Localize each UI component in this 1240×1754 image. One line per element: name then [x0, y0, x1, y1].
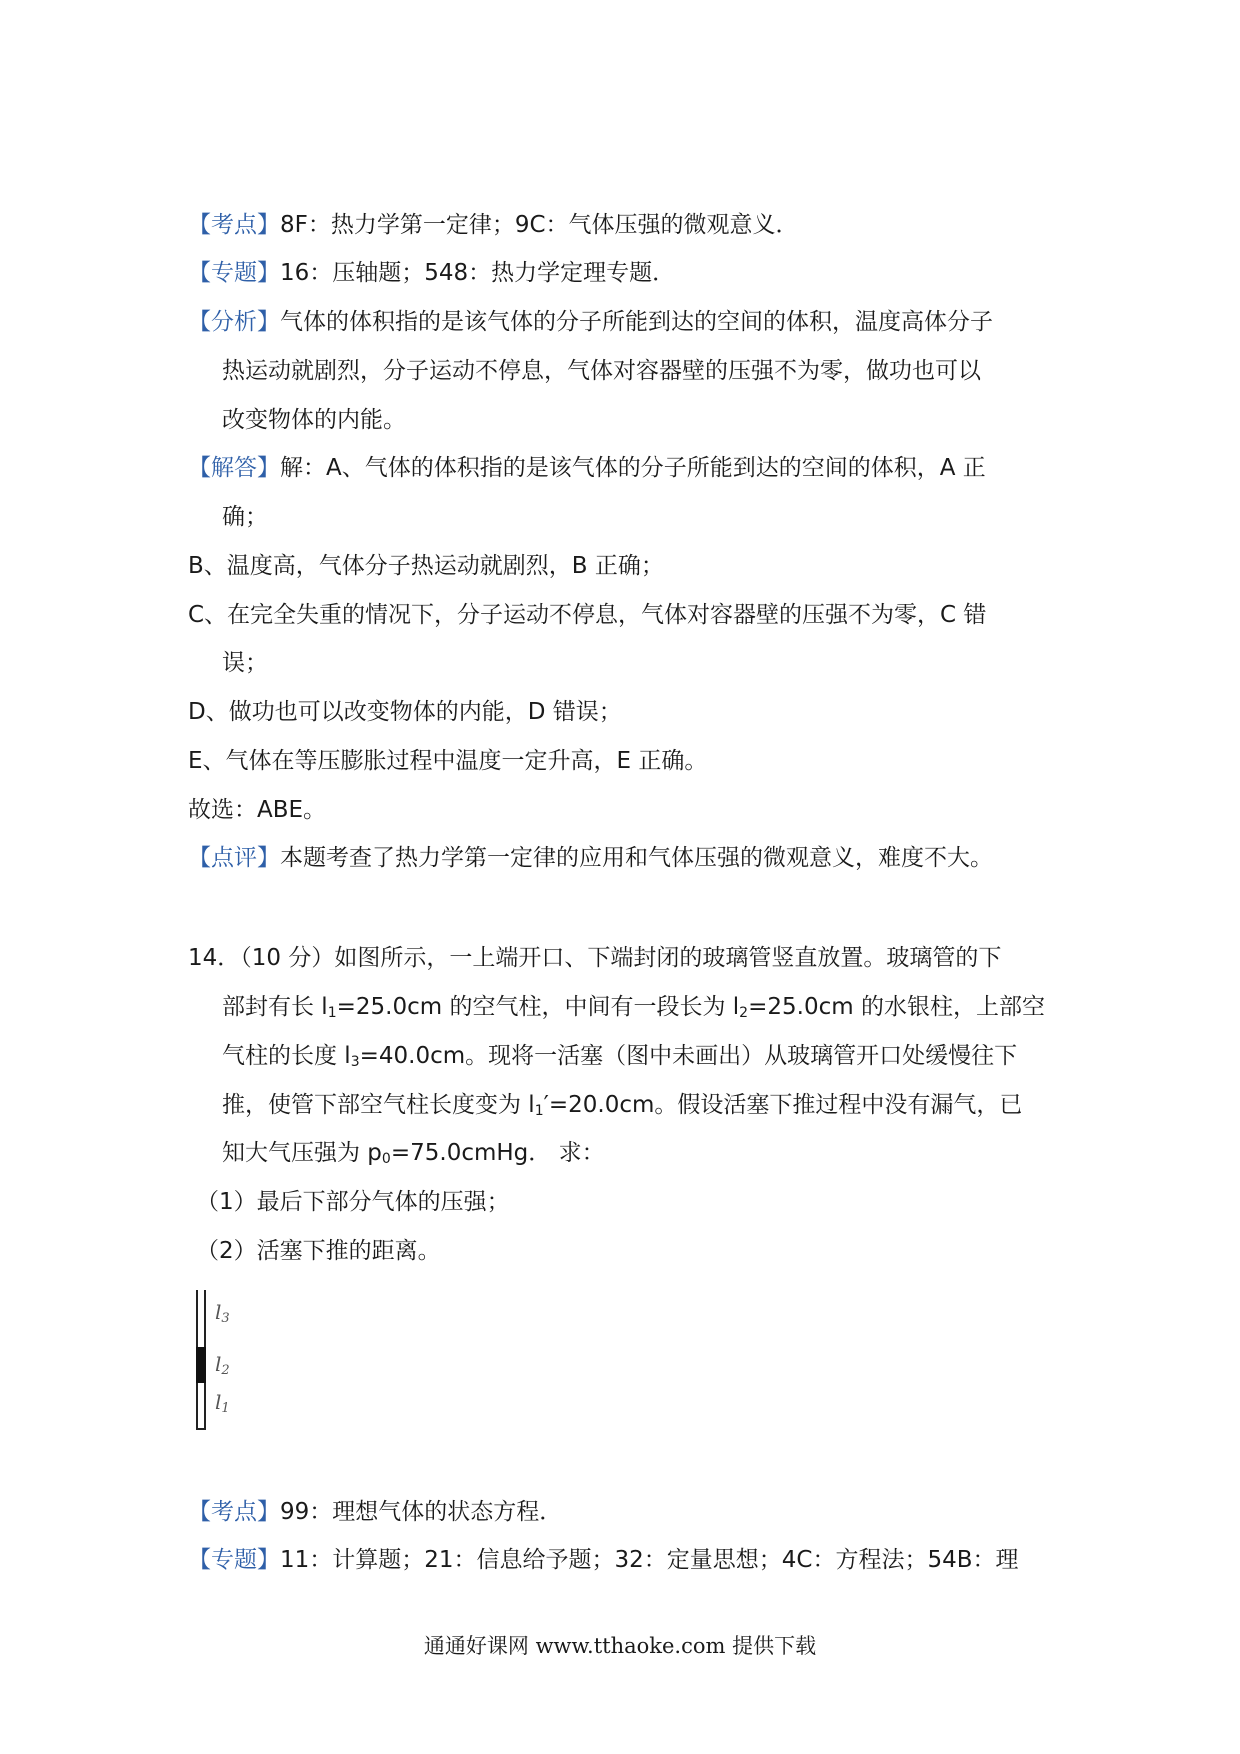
q14-subquestion-1: （1）最后下部分气体的压强； — [196, 1189, 510, 1215]
fenxi-text-3: 改变物体的内能。 — [222, 407, 406, 433]
label-l3-sub: 3 — [221, 1311, 230, 1326]
q14-subquestion-2: （2）活塞下推的距离。 — [196, 1238, 441, 1264]
zhuanti-line-2 — [188, 1545, 1019, 1575]
zhuanti-tag-2: 【专题】 — [188, 1547, 280, 1573]
fenxi-tag: 【分析】 — [188, 309, 280, 335]
dianping-text: 本题考查了热力学第一定律的应用和气体压强的微观意义，难度不大。 — [280, 845, 993, 871]
label-l1-letter: l — [215, 1390, 222, 1414]
jieda-text-1: 解：A、气体的体积指的是该气体的分子所能到达的空间的体积，A 正 — [280, 455, 986, 481]
dianping-line — [188, 843, 993, 873]
option-e-line: E、气体在等压膨胀过程中温度一定升高，E 正确。 — [188, 748, 708, 774]
zhuanti-line — [188, 258, 675, 288]
zhuanti-tag: 【专题】 — [188, 260, 280, 286]
fenxi-text-2: 热运动就剧烈，分子运动不停息，气体对容器壁的压强不为零，做功也可以 — [222, 358, 981, 384]
q14-l2-a: 部封有长 l — [222, 994, 328, 1020]
jieda-text-2: 确； — [222, 504, 268, 530]
jieda-tag: 【解答】 — [188, 455, 280, 481]
label-l1-sub: 1 — [221, 1401, 230, 1416]
fenxi-text-1: 气体的体积指的是该气体的分子所能到达的空间的体积，温度高体分子 — [280, 309, 993, 335]
q14-line-4 — [222, 1090, 1022, 1126]
option-d-line: D、做功也可以改变物体的内能，D 错误； — [188, 699, 622, 725]
jieda-line — [188, 453, 986, 483]
q14-l2-sub2: 2 — [739, 1005, 749, 1021]
label-l2 — [215, 1352, 230, 1378]
q14-l3-b: =40.0cm。现将一活塞（图中未画出）从玻璃管开口处缓慢往下 — [359, 1043, 1018, 1069]
q14-l4-a: 推，使管下部空气柱长度变为 l — [222, 1092, 535, 1118]
option-c-line-2: 误； — [222, 650, 268, 676]
q14-l5-a: 知大气压强为 p — [222, 1140, 382, 1166]
option-c-line-1: C、在完全失重的情况下，分子运动不停息，气体对容器壁的压强不为零，C 错 — [188, 602, 987, 628]
q14-l3-sub: 3 — [350, 1054, 360, 1070]
label-l2-letter: l — [215, 1352, 222, 1376]
label-l1 — [215, 1390, 230, 1416]
kaodian-tag-2: 【考点】 — [188, 1499, 280, 1525]
q14-l5-sub: 0 — [381, 1151, 391, 1167]
dianping-tag: 【点评】 — [188, 845, 280, 871]
kaodian-text: 8F：热力学第一定律；9C：气体压强的微观意义． — [280, 212, 799, 238]
q14-line-3 — [222, 1041, 1017, 1077]
q14-l2-b: =25.0cm 的空气柱，中间有一段长为 l — [336, 994, 740, 1020]
fenxi-line — [188, 307, 993, 337]
kaodian-text-2: 99：理想气体的状态方程． — [280, 1499, 563, 1525]
q14-line-5 — [222, 1138, 605, 1174]
zhuanti-text-2: 11：计算题；21：信息给予题；32：定量思想；4C：方程法；54B：理 — [280, 1547, 1019, 1573]
option-b-line: B、温度高，气体分子热运动就剧烈，B 正确； — [188, 553, 664, 579]
q14-l5-b: =75.0cmHg． 求： — [390, 1140, 605, 1166]
q14-line-1: 14．（10 分）如图所示，一上端开口、下端封闭的玻璃管竖直放置。玻璃管的下 — [188, 945, 1002, 971]
answer-line: 故选：ABE。 — [188, 797, 327, 823]
mercury-column — [196, 1347, 206, 1383]
kaodian-line-2 — [188, 1497, 562, 1527]
label-l2-sub: 2 — [221, 1363, 230, 1378]
q14-l2-c: =25.0cm 的水银柱，上部空 — [748, 994, 1045, 1020]
q14-l3-a: 气柱的长度 l — [222, 1043, 351, 1069]
kaodian-tag: 【考点】 — [188, 212, 280, 238]
zhuanti-text: 16：压轴题；548：热力学定理专题． — [280, 260, 676, 286]
q14-l4-sub: 1 — [534, 1103, 544, 1119]
q14-l4-b: ′=20.0cm。假设活塞下推过程中没有漏气，已 — [543, 1092, 1023, 1118]
q14-l2-sub1: 1 — [327, 1005, 337, 1021]
label-l3-letter: l — [215, 1300, 222, 1324]
q14-line-2 — [222, 992, 1045, 1028]
label-l3 — [215, 1300, 230, 1326]
footer-watermark: 通通好课网 www.tthaoke.com 提供下载 — [423, 1634, 817, 1658]
kaodian-line — [188, 210, 799, 240]
